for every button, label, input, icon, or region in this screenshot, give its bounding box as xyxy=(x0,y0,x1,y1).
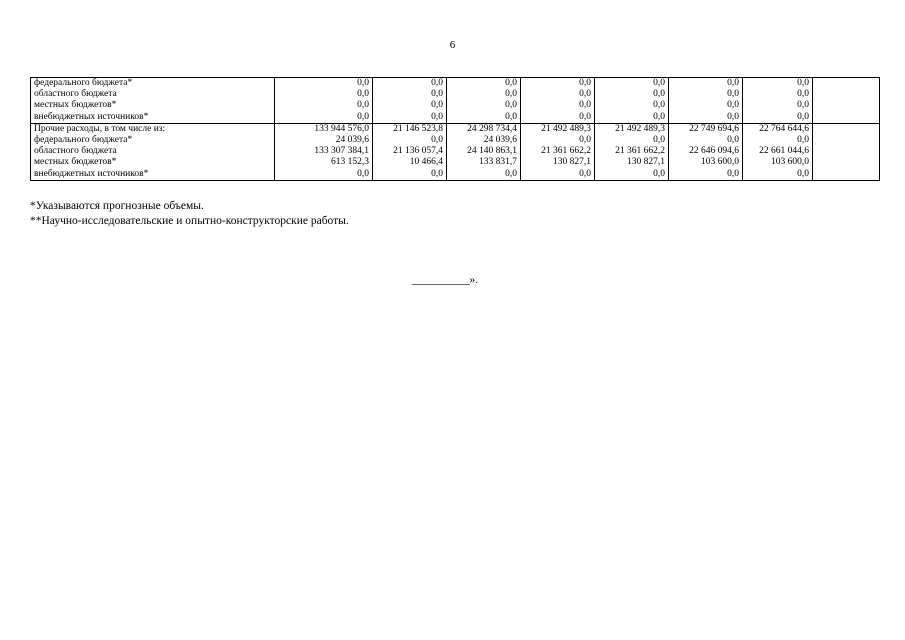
table-cell: 0,0 xyxy=(595,112,669,124)
table-cell: 24 039,6 xyxy=(447,135,521,146)
table-cell: 133 944 576,0 xyxy=(275,123,373,135)
table-cell: 0,0 xyxy=(521,100,595,111)
table-cell: 0,0 xyxy=(521,169,595,181)
table-cell: 130 827,1 xyxy=(521,157,595,168)
table-cell: 0,0 xyxy=(275,169,373,181)
closing-mark: __________». xyxy=(412,274,479,286)
table-cell: 22 661 044,6 xyxy=(743,146,813,157)
row-label: федерального бюджета* xyxy=(31,135,275,146)
table-row xyxy=(31,135,880,146)
table-cell: 0,0 xyxy=(373,112,447,124)
table-cell: 0,0 xyxy=(447,89,521,100)
row-label: внебюджетных источников* xyxy=(31,112,275,124)
table-row xyxy=(31,89,880,100)
table-group-other-expenses xyxy=(31,123,880,180)
footnote-rnd: **Научно-исследовательские и опытно-конструкторские работы. xyxy=(30,215,349,227)
table-cell xyxy=(813,169,880,181)
footnotes xyxy=(30,199,349,229)
row-label: областного бюджета xyxy=(31,146,275,157)
table-row xyxy=(31,78,880,90)
table-row xyxy=(31,146,880,157)
table-cell: 0,0 xyxy=(521,112,595,124)
table-cell: 0,0 xyxy=(275,78,373,90)
row-label: внебюджетных источников* xyxy=(31,169,275,181)
table-cell: 0,0 xyxy=(669,78,743,90)
table-cell: 21 361 662,2 xyxy=(521,146,595,157)
table-cell: 0,0 xyxy=(373,169,447,181)
table-cell: 0,0 xyxy=(275,89,373,100)
table-cell: 133 831,7 xyxy=(447,157,521,168)
table-cell: 0,0 xyxy=(373,100,447,111)
table-cell: 0,0 xyxy=(447,78,521,90)
table-cell xyxy=(813,123,880,135)
table-cell: 0,0 xyxy=(669,169,743,181)
table-cell: 0,0 xyxy=(595,78,669,90)
table-row xyxy=(31,157,880,168)
row-label: областного бюджета xyxy=(31,89,275,100)
table-cell: 24 298 734,4 xyxy=(447,123,521,135)
table-cell xyxy=(813,135,880,146)
table-cell: 0,0 xyxy=(373,78,447,90)
table-cell: 21 146 523,8 xyxy=(373,123,447,135)
table-cell: 0,0 xyxy=(447,112,521,124)
table-cell: 103 600,0 xyxy=(669,157,743,168)
table-cell: 0,0 xyxy=(373,89,447,100)
table-row xyxy=(31,169,880,181)
table-row xyxy=(31,100,880,111)
table-cell xyxy=(813,89,880,100)
table-cell: 0,0 xyxy=(447,100,521,111)
table-cell: 0,0 xyxy=(447,169,521,181)
table-cell: 0,0 xyxy=(743,169,813,181)
table-cell: 613 152,3 xyxy=(275,157,373,168)
table-cell: 0,0 xyxy=(521,135,595,146)
page-number: 6 xyxy=(449,39,456,51)
table-cell: 21 492 489,3 xyxy=(595,123,669,135)
table-cell: 22 749 694,6 xyxy=(669,123,743,135)
table-cell: 22 646 094,6 xyxy=(669,146,743,157)
row-label: Прочие расходы, в том числе из: xyxy=(31,123,275,135)
table-row xyxy=(31,123,880,135)
table-cell: 0,0 xyxy=(743,112,813,124)
table-cell: 0,0 xyxy=(743,100,813,111)
table-cell: 0,0 xyxy=(669,89,743,100)
footnote-forecast: *Указываются прогнозные объемы. xyxy=(30,200,204,212)
row-label: местных бюджетов* xyxy=(31,100,275,111)
table-cell: 10 466,4 xyxy=(373,157,447,168)
table-cell: 0,0 xyxy=(595,135,669,146)
table-cell xyxy=(813,112,880,124)
table-cell: 0,0 xyxy=(275,100,373,111)
table-cell: 0,0 xyxy=(521,89,595,100)
table-cell: 133 307 384,1 xyxy=(275,146,373,157)
table-cell: 0,0 xyxy=(669,112,743,124)
table-cell: 0,0 xyxy=(669,100,743,111)
table-cell: 24 140 863,1 xyxy=(447,146,521,157)
table-cell: 0,0 xyxy=(521,78,595,90)
table-cell: 0,0 xyxy=(595,89,669,100)
table-cell: 0,0 xyxy=(595,100,669,111)
table-cell: 0,0 xyxy=(595,169,669,181)
table-cell: 24 039,6 xyxy=(275,135,373,146)
table-cell: 130 827,1 xyxy=(595,157,669,168)
table-cell: 21 492 489,3 xyxy=(521,123,595,135)
table-cell: 103 600,0 xyxy=(743,157,813,168)
table-cell: 0,0 xyxy=(275,112,373,124)
table-cell xyxy=(813,100,880,111)
table-cell: 22 764 644,6 xyxy=(743,123,813,135)
row-label: местных бюджетов* xyxy=(31,157,275,168)
table-cell xyxy=(813,78,880,90)
table-cell: 0,0 xyxy=(373,135,447,146)
budget-table xyxy=(30,77,880,181)
table-group-zero-values xyxy=(31,78,880,124)
table-cell: 0,0 xyxy=(743,135,813,146)
table-cell xyxy=(813,157,880,168)
table-cell: 21 136 057,4 xyxy=(373,146,447,157)
row-label: федерального бюджета* xyxy=(31,78,275,90)
table-cell xyxy=(813,146,880,157)
table-cell: 21 361 662,2 xyxy=(595,146,669,157)
table-cell: 0,0 xyxy=(743,89,813,100)
table-cell: 0,0 xyxy=(743,78,813,90)
table-row xyxy=(31,112,880,124)
table-cell: 0,0 xyxy=(669,135,743,146)
